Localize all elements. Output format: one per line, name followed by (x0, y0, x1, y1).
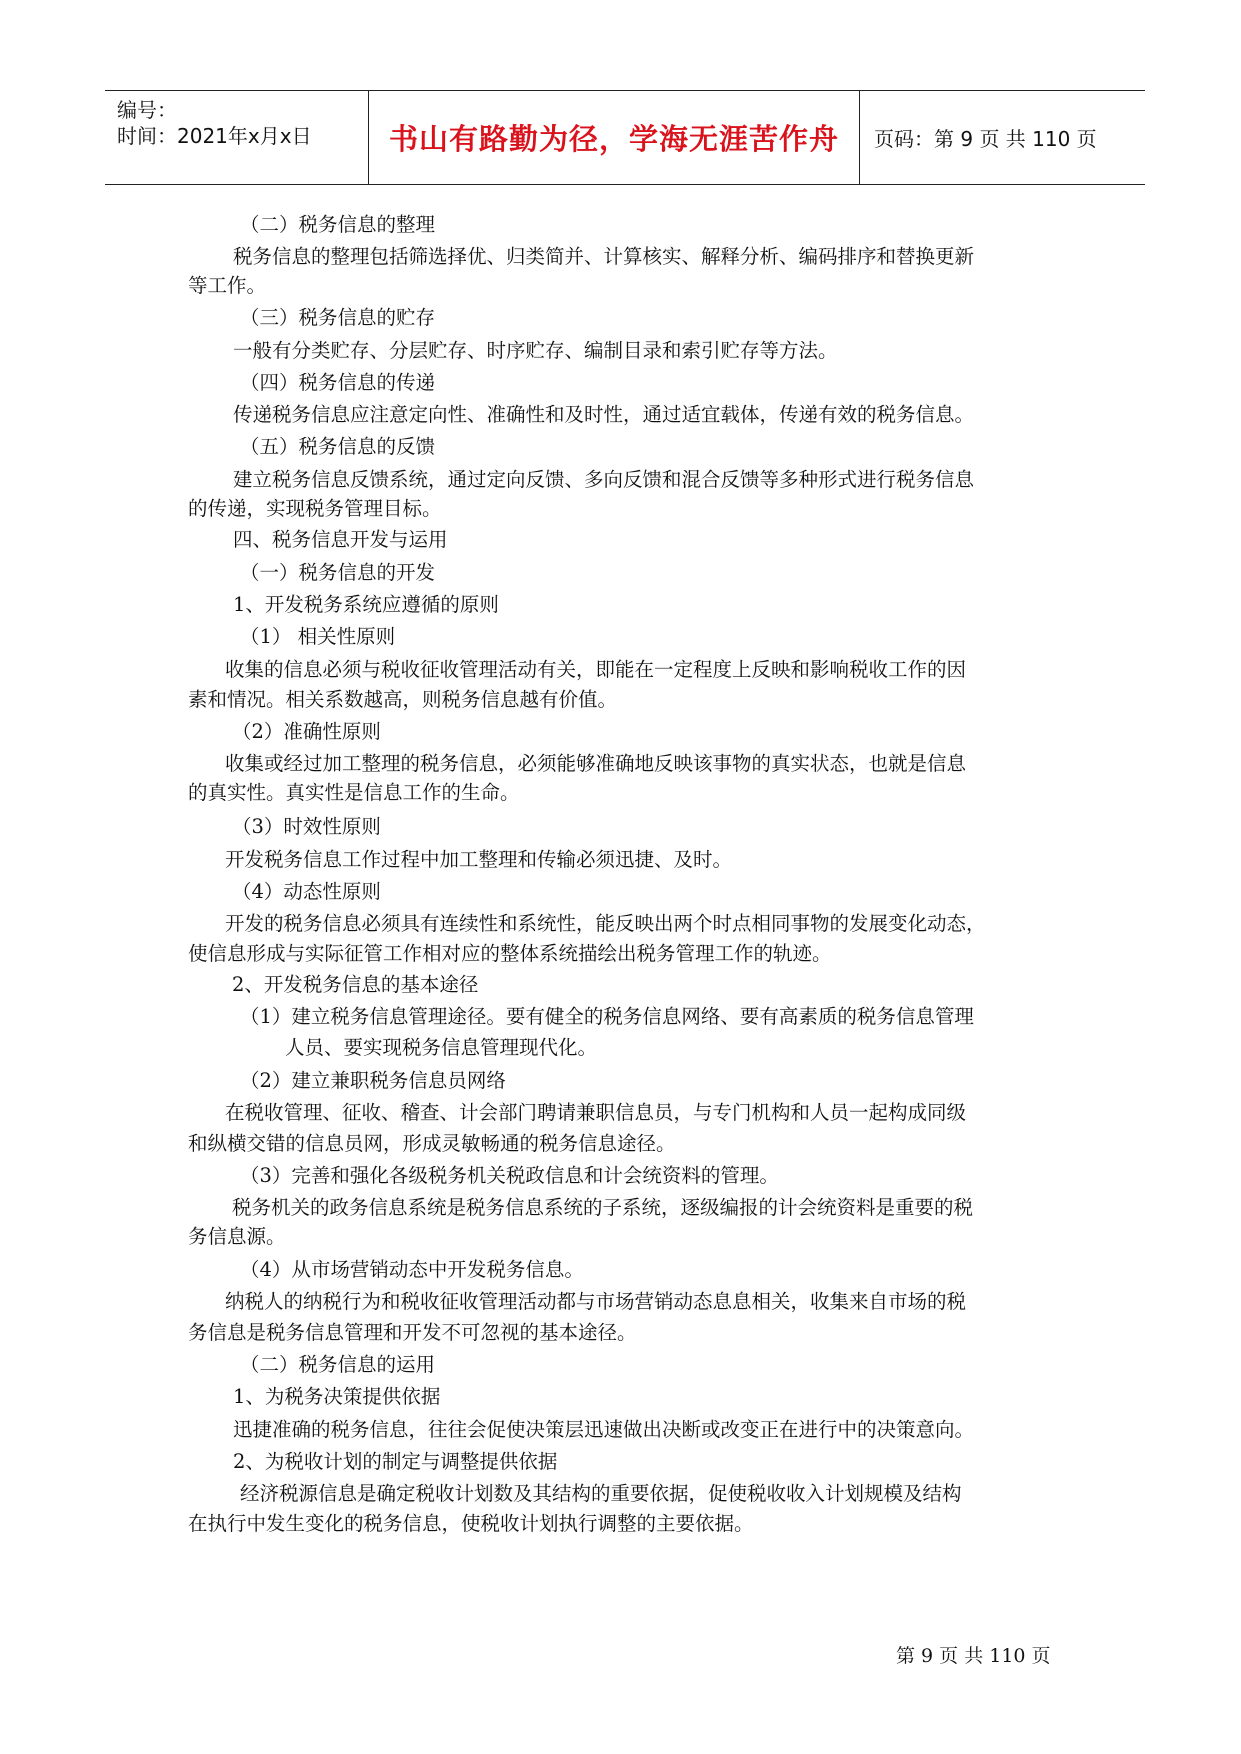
text-line: （3）时效性原则 (232, 815, 381, 838)
header-page-cell (860, 91, 1145, 184)
text-line: （2）建立兼职税务信息员网络 (240, 1069, 506, 1092)
header-table (105, 90, 1145, 185)
text-line: （1）建立税务信息管理途径。要有健全的税务信息网络、要有高素质的税务信息管理 (240, 1005, 974, 1028)
text-line: （4）动态性原则 (232, 880, 381, 903)
text-line: 的真实性。真实性是信息工作的生命。 (188, 781, 520, 804)
text-line: （一）税务信息的开发 (240, 561, 436, 584)
text-line: 迅捷准确的税务信息，往往会促使决策层迅速做出决断或改变正在进行中的决策意向。 (233, 1418, 975, 1441)
text-line: （3）完善和强化各级税务机关税政信息和计会统资料的管理。 (240, 1164, 779, 1187)
text-line: 务信息是税务信息管理和开发不可忽视的基本途径。 (188, 1321, 637, 1344)
text-line: （三）税务信息的贮存 (240, 306, 436, 329)
text-line: 开发税务信息工作过程中加工整理和传输必须迅捷、及时。 (225, 848, 733, 871)
text-line: 1、为税务决策提供依据 (233, 1385, 441, 1408)
text-line: 在税收管理、征收、稽查、计会部门聘请兼职信息员，与专门机构和人员一起构成同级 (225, 1101, 967, 1124)
text-line: 的传递，实现税务管理目标。 (188, 497, 442, 520)
text-line: 和纵横交错的信息员网，形成灵敏畅通的税务信息途径。 (188, 1132, 676, 1155)
text-line: 开发的税务信息必须具有连续性和系统性，能反映出两个时点相同事物的发展变化动态， (225, 912, 986, 935)
text-line: 2、为税收计划的制定与调整提供依据 (233, 1450, 558, 1473)
text-line: （二）税务信息的运用 (240, 1353, 436, 1376)
text-line: （2）准确性原则 (232, 720, 381, 743)
text-line: 等工作。 (188, 274, 267, 297)
text-line: 一般有分类贮存、分层贮存、时序贮存、编制目录和索引贮存等方法。 (233, 339, 838, 362)
text-line: 在执行中发生变化的税务信息，使税收计划执行调整的主要依据。 (188, 1512, 754, 1535)
header-motto-cell (369, 91, 860, 184)
text-line: 税务机关的政务信息系统是税务信息系统的子系统，逐级编报的计会统资料是重要的税 (232, 1196, 974, 1219)
text-line: （1） 相关性原则 (240, 625, 396, 648)
text-line: （二）税务信息的整理 (240, 213, 436, 236)
text-line: （4）从市场营销动态中开发税务信息。 (240, 1258, 584, 1281)
text-line: 2、开发税务信息的基本途径 (232, 973, 479, 996)
text-line: 经济税源信息是确定税收计划数及其结构的重要依据，促使税收收入计划规模及结构 (240, 1482, 962, 1505)
text-line: 四、税务信息开发与运用 (233, 528, 448, 551)
text-line: 税务信息的整理包括筛选择优、归类简并、计算核实、解释分析、编码排序和替换更新 (233, 245, 975, 268)
text-line: 务信息源。 (188, 1225, 286, 1248)
text-line: 1、开发税务系统应遵循的原则 (233, 593, 499, 616)
text-line: 传递税务信息应注意定向性、准确性和及时性，通过适宜载体，传递有效的税务信息。 (233, 403, 975, 426)
text-line: （五）税务信息的反馈 (240, 435, 436, 458)
text-line: 收集的信息必须与税收征收管理活动有关，即能在一定程度上反映和影响税收工作的因 (225, 658, 967, 681)
text-line: 纳税人的纳税行为和税收征收管理活动都与市场营销动态息息相关，收集来自市场的税 (225, 1290, 967, 1313)
page-info: 页码：第 9 页 共 110 页 (874, 127, 1097, 151)
text-line: 素和情况。相关系数越高，则税务信息越有价值。 (188, 688, 618, 711)
text-line: 人员、要实现税务信息管理现代化。 (285, 1036, 598, 1059)
page-footer: 第 9 页 共 110 页 (896, 1645, 1051, 1667)
number-label: 编号： (117, 98, 177, 122)
text-line: 建立税务信息反馈系统，通过定向反馈、多向反馈和混合反馈等多种形式进行税务信息 (233, 468, 975, 491)
text-line: 使信息形成与实际征管工作相对应的整体系统描绘出税务管理工作的轨迹。 (188, 942, 832, 965)
time-label: 时间：2021年x月x日 (117, 124, 312, 148)
header-left-cell (105, 91, 369, 184)
motto-text: 书山有路勤为径，学海无涯苦作舟 (388, 122, 839, 156)
text-line: 收集或经过加工整理的税务信息，必须能够准确地反映该事物的真实状态，也就是信息 (225, 752, 967, 775)
text-line: （四）税务信息的传递 (240, 371, 436, 394)
